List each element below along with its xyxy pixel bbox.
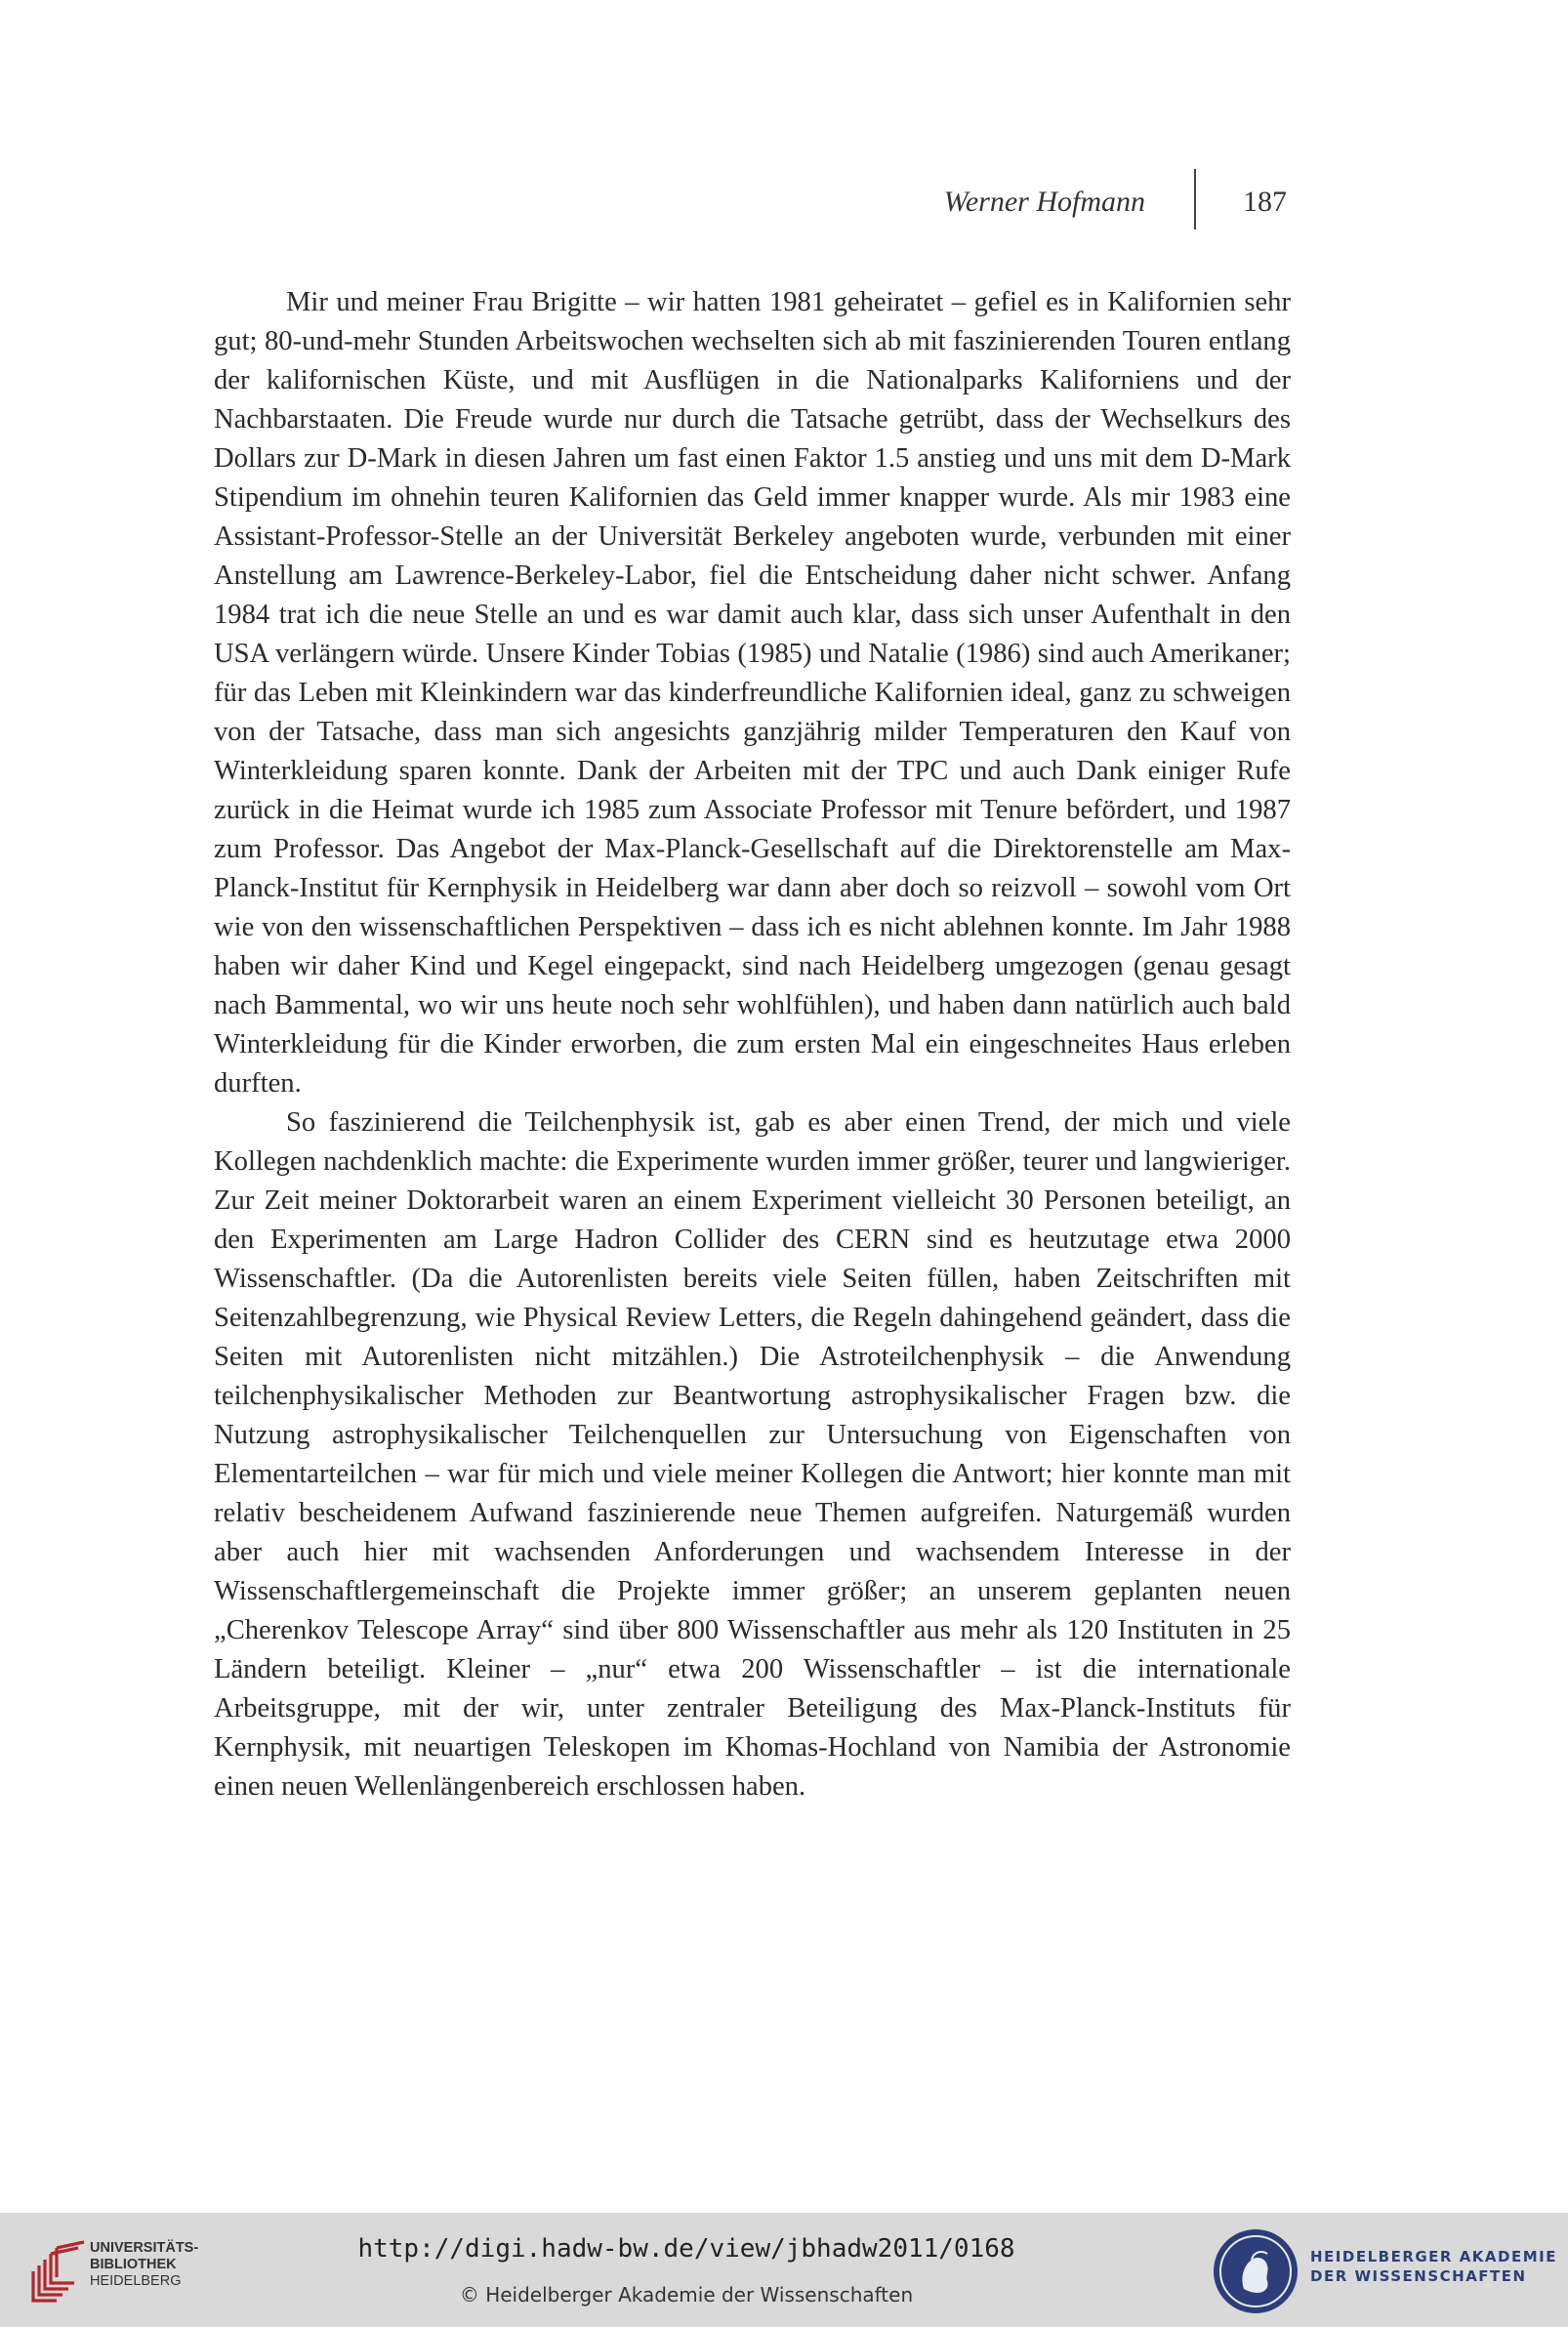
paragraph-2: So faszinierend die Teilchenphysik ist, gab es aber einen Trend, der mich und viele Kollegen nachdenklich machte: die Experimente wurden immer größer, teurer und langwieriger. Zur Zeit meiner Doktorarbeit waren an einem Experiment vielleicht 30 Personen beteiligt, an den Experimenten am Large Hadron Collider des CERN sind es heutzutage etwa 2000 Wissenschaftler. (Da die Autorenlisten bereits viele Seiten füllen, haben Zeitschriften mit Seitenzahlbegrenzung, wie Physical Review Letters, die Regeln dahingehend geändert, dass die Seiten mit Autorenlisten nicht mitzählen.) Die Astroteilchenphysik – die Anwendung teilchenphysikalischer Methoden zur Beantwortung astrophysikalischer Fragen bzw. die Nutzung astrophysikalischer Teilchenquellen zur Untersuchung von Eigenschaften von Elementarteilchen – war für mich und viele meiner Kollegen die Antwort; hier konnte man mit relativ bescheidenem Aufwand faszinierende neue Themen aufgreifen. Naturgemäß wurden aber auch hier mit wachsenden Anforderungen und wachsendem Interesse in der Wissenschaftlergemeinschaft die Projekte immer größer; an unserem geplanten neuen „Cherenkov Telescope Array“ sind über 800 Wissenschaftler aus mehr als 120 Instituten in 25 Ländern beteiligt. Kleiner – „nur“ etwa 200 Wissenschaftler – ist die internationale Arbeitsgruppe, mit der wir, unter zentraler Beteiligung des Max-Planck-Instituts für Kernphysik, mit neuartigen Teleskopen im Khomas-Hochland von Namibia der Astronomie einen neuen Wellenlängenbereich erschlossen haben. bbox=[214, 1107, 1291, 1802]
academy-name bbox=[1310, 2247, 1557, 2286]
running-head-divider bbox=[1194, 169, 1196, 229]
body-text bbox=[214, 283, 1291, 1807]
hadw-seal-icon bbox=[1211, 2226, 1300, 2316]
running-head bbox=[0, 186, 1568, 225]
library-line-1: UNIVERSITÄTS- bbox=[90, 2240, 199, 2256]
page-number: 187 bbox=[1243, 186, 1287, 218]
paragraph-1: Mir und meiner Frau Brigitte – wir hatten 1981 geheiratet – gefiel es in Kalifornien sehr gut; 80-und-mehr Stunden Arbeitswochen wechselten sich ab mit faszinierenden Touren entlang der kalifornischen Küste, und mit Ausflügen in die Nationalparks Kaliforniens und der Nachbarstaaten. Die Freude wurde nur durch die Tatsache getrübt, dass der Wechselkurs des Dollars zur D-Mark in diesen Jahren um fast einen Faktor 1.5 anstieg und uns mit dem D-Mark Stipendium im ohnehin teuren Kalifornien das Geld immer knapper wurde. Als mir 1983 eine Assistant-Professor-Stelle an der Universität Berkeley angeboten wurde, verbunden mit einer Anstellung am Lawrence-Berkeley-Labor, fiel die Entscheidung daher nicht schwer. Anfang 1984 trat ich die neue Stelle an und es war damit auch klar, dass sich unser Aufenthalt in den USA verlängern würde. Unsere Kinder Tobias (1985) und Natalie (1986) sind auch Amerikaner; für das Leben mit Kleinkindern war das kinderfreundliche Kalifornien ideal, ganz zu schweigen von der Tatsache, dass man sich angesichts ganzjährig milder Temperaturen den Kauf von Winterkleidung sparen konnte. Dank der Arbeiten mit der TPC und auch Dank einiger Rufe zurück in die Heimat wurde ich 1985 zum Associate Professor mit Tenure befördert, und 1987 zum Professor. Das Angebot der Max-Planck-Gesellschaft auf die Direktorenstelle am Max-Planck-Institut für Kernphysik in Heidelberg war dann aber doch so reizvoll – sowohl vom Ort wie von den wissenschaftlichen Perspektiven – dass ich es nicht ablehnen konnte. Im Jahr 1988 haben wir daher Kind und Kegel eingepackt, sind nach Heidelberg umgezogen (genau gesagt nach Bammental, wo wir uns heute noch sehr wohlfühlen), und haben dann natürlich auch bald Winterkleidung für die Kinder erworben, die zum ersten Mal ein eingeschneites Haus erleben durften. bbox=[214, 287, 1291, 1099]
source-url-link[interactable]: http://digi.hadw-bw.de/view/jbhadw2011/0168 bbox=[357, 2234, 1015, 2264]
academy-line-2: DER WISSENSCHAFTEN bbox=[1310, 2267, 1527, 2285]
library-line-2: BIBLIOTHEK bbox=[90, 2257, 177, 2272]
running-head-author: Werner Hofmann bbox=[943, 186, 1145, 218]
library-line-3: HEIDELBERG bbox=[90, 2273, 182, 2289]
footer-bar bbox=[0, 2213, 1568, 2327]
academy-line-1: HEIDELBERGER AKADEMIE bbox=[1310, 2248, 1557, 2265]
copyright-notice: © Heidelberger Akademie der Wissenschaften bbox=[459, 2283, 914, 2306]
